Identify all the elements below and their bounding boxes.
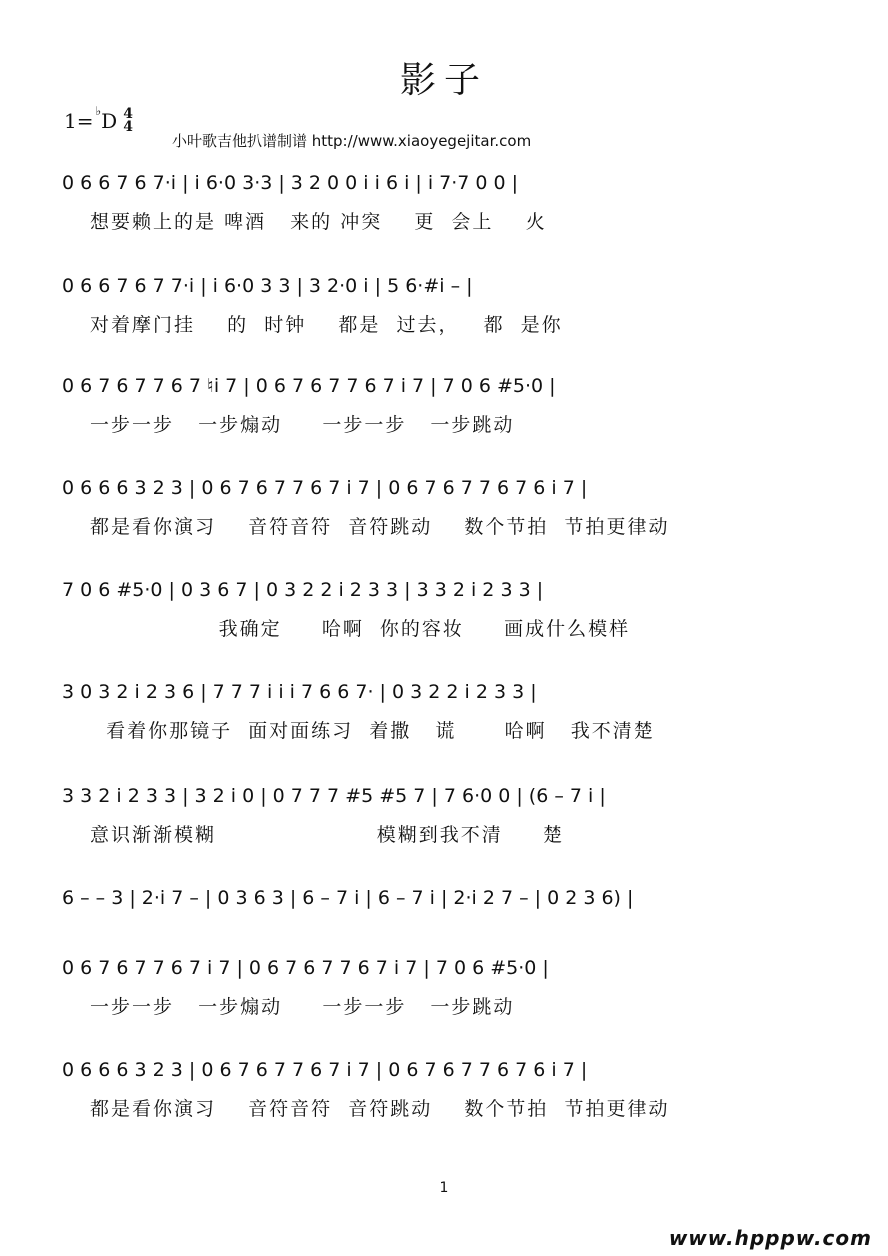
score-row	[0, 570, 888, 640]
lyrics-line: 都是看你演习 音符音符 音符跳动 数个节拍 节拍更律动	[90, 1098, 670, 1120]
score-row	[0, 366, 888, 436]
notation-line: 0 6 6 7 6 7·i | i 6·0 3·3 | 3 2 0 0 i i 6 i | i 7·7 0 0 |	[62, 172, 519, 194]
page-title: 影子	[399, 60, 488, 101]
notation-line: 7 0 6 #5·0 | 0 3 6 7 | 0 3 2 2 i 2 3 3 | 3 3 2 i 2 3 3 |	[62, 579, 544, 601]
score-row	[0, 878, 888, 918]
score-row	[0, 266, 888, 336]
time-bottom: 4	[123, 119, 133, 135]
notation-line: 0 6 7 6 7 7 6 7 i 7 | 0 6 7 6 7 7 6 7 i 7 | 7 0 6 #5·0 |	[62, 957, 549, 979]
key-tonic: D	[101, 109, 118, 133]
credit-line: 小叶歌吉他扒谱制谱 http://www.xiaoyegejitar.com	[172, 132, 532, 150]
lyrics-line: 对着摩门挂 的 时钟 都是 过去， 都 是你	[90, 314, 563, 336]
lyrics-line: 意识渐渐模糊 模糊到我不清 楚	[90, 824, 564, 846]
notation-line: 6 – – 3 | 2·i 7 – | 0 3 6 3 | 6 – 7 i | 6 – 7 i | 2·i 2 7 – | 0 2 3 6) |	[62, 887, 634, 909]
lyrics-line: 想要赖上的是 啤酒 来的 冲突 更 会上 火	[90, 211, 547, 233]
notation-line: 0 6 6 6 3 2 3 | 0 6 7 6 7 7 6 7 i 7 | 0 6 7 6 7 7 6 7 6 i 7 |	[62, 1059, 588, 1081]
lyrics-line: 一步一步 一步煽动 一步一步 一步跳动	[90, 414, 515, 436]
score-row	[0, 163, 888, 233]
score-row	[0, 468, 888, 538]
notation-line: 3 3 2 i 2 3 3 | 3 2 i 0 | 0 7 7 7 #5 #5 7 | 7 6·0 0 | (6 – 7 i |	[62, 785, 606, 807]
page-number: 1	[439, 1180, 449, 1196]
score-row	[0, 776, 888, 846]
lyrics-line: 一步一步 一步煽动 一步一步 一步跳动	[90, 996, 515, 1018]
lyrics-line: 都是看你演习 音符音符 音符跳动 数个节拍 节拍更律动	[90, 516, 670, 538]
key-prefix: 1=	[64, 109, 94, 133]
score-row	[0, 948, 888, 1018]
lyrics-line: 我确定 哈啊 你的容妆 画成什么模样	[90, 618, 631, 640]
notation-line: 0 6 6 7 6 7 7·i | i 6·0 3 3 | 3 2·0 i | 5 6·#i – |	[62, 275, 473, 297]
time-signature	[123, 108, 133, 134]
lyrics-line: 看着你那镜子 面对面练习 着撒 谎 哈啊 我不清楚	[90, 720, 655, 742]
time-top: 4	[123, 106, 133, 122]
key-signature	[64, 104, 133, 135]
notation-line: 0 6 7 6 7 7 6 7 ♮i 7 | 0 6 7 6 7 7 6 7 i 7 | 7 0 6 #5·0 |	[62, 375, 556, 397]
score-row	[0, 1050, 888, 1120]
notation-line: 0 6 6 6 3 2 3 | 0 6 7 6 7 7 6 7 i 7 | 0 6 7 6 7 7 6 7 6 i 7 |	[62, 477, 588, 499]
watermark: www.hpppw.com	[668, 1226, 872, 1250]
flat-sign: ♭	[95, 104, 102, 118]
notation-line: 3 0 3 2 i 2 3 6 | 7 7 7 i i i 7 6 6 7· | 0 3 2 2 i 2 3 3 |	[62, 681, 537, 703]
score-row	[0, 672, 888, 742]
